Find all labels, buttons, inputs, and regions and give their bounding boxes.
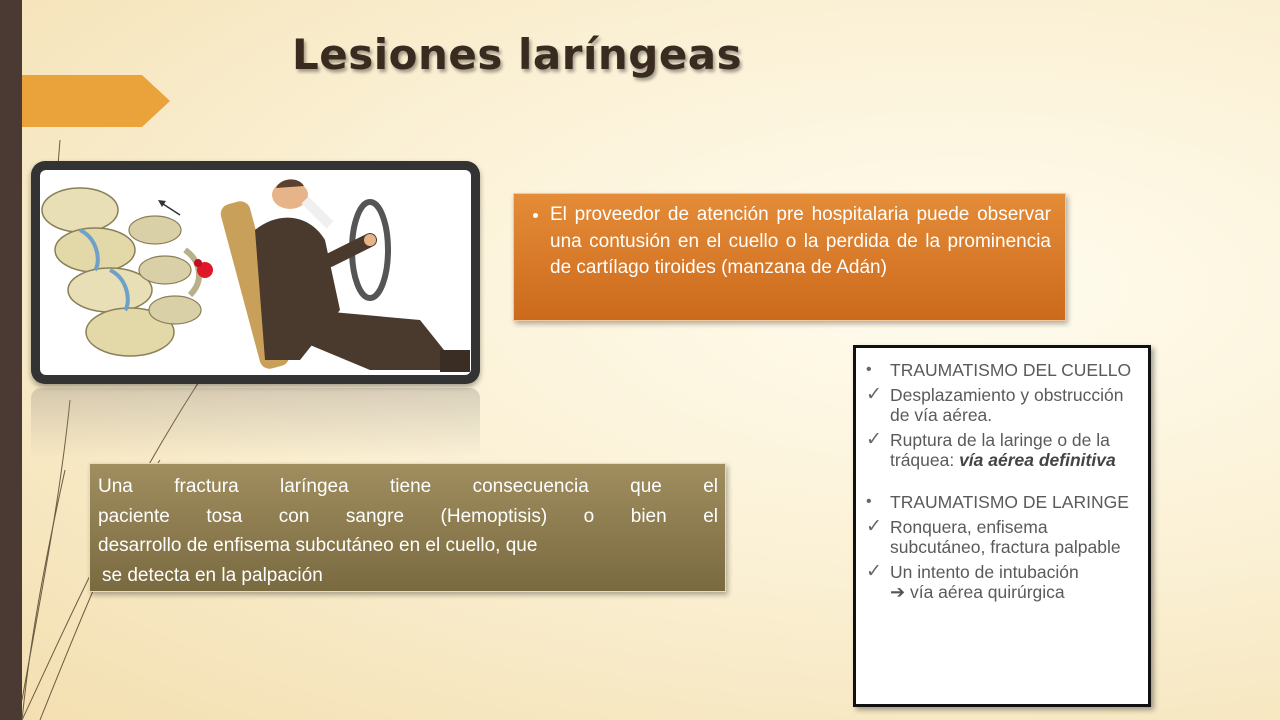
trauma-summary-box [853,345,1151,707]
laryngeal-fracture-box [89,463,726,592]
bullet-icon: • [866,361,872,378]
checkmark-icon: ✓ [866,516,882,537]
neck-trauma-item-2: ✓ Ruptura de la laringe o de la tráquea: vía aérea definitiva [866,429,1116,470]
neck-injury-illustration [40,170,471,375]
prehospital-observation-box [513,193,1066,321]
bullet-icon: • [866,493,872,510]
definitive-airway-emphasis: vía aérea definitiva [959,450,1116,470]
larynx-trauma-heading: • TRAUMATISMO DE LARINGE [866,492,1129,512]
illustration-frame [31,161,480,384]
slide-title: Lesiones laríngeas [292,30,743,79]
checkmark-icon: ✓ [866,429,882,450]
left-decorative-bar [0,0,22,720]
neck-trauma-heading: • TRAUMATISMO DEL CUELLO [866,360,1132,380]
illustration-reflection [31,388,480,458]
larynx-trauma-item-1: ✓ Ronquera, enfisema subcutáneo, fractura palpable [866,516,1121,557]
laryngeal-fracture-text [98,472,718,590]
checkmark-icon: ✓ [866,384,882,405]
man-at-steering-wheel-graphic [219,179,470,372]
spine-vertebrae-graphic [42,188,213,356]
fracture-line-3: desarrollo de enfisema subcutáneo en el cuello, que [98,535,538,556]
fracture-line-4: se detecta en la palpación [102,564,323,586]
fracture-line-1: Una fractura laríngea tiene consecuencia que el [98,476,718,497]
fracture-line-2: paciente tosa con sangre (Hemoptisis) o bien el [98,505,718,527]
larynx-trauma-item-2: ✓ Un intento de intubación ➔ vía aérea quirúrgica [866,561,1079,602]
prehospital-observation-text: • El proveedor de atención pre hospitalaria puede observar una contusión en el cuello o la perdida de la prominencia de cartílago tiroides (manzana de Adán) [550,202,1051,282]
orange-arrow-tab [22,75,170,127]
checkmark-icon: ✓ [866,561,882,582]
neck-trauma-item-1: ✓ Desplazamiento y obstrucción de vía aérea. [866,384,1124,425]
arrow-right-icon: ➔ [890,582,906,602]
neck-injury-steering-wheel-icon [40,170,471,375]
